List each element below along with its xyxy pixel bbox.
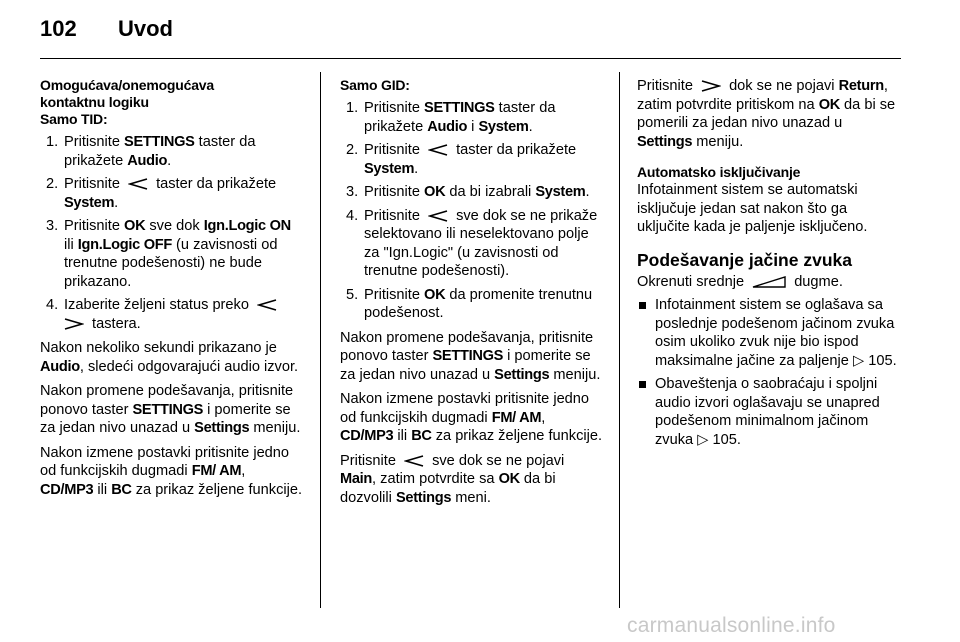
arrow-right-icon [64,318,84,330]
column-1 [40,77,302,499]
paragraph: Nakon izmene postavki pritisnite jedno od funkcijskih dugmadi FM/ AM, CD/MP3 ili BC za prikaz željene funkcije. [340,391,603,444]
column-2 [340,77,602,507]
paragraph: Nakon promene podešavanja, pritisnite ponovo taster SETTINGS i pomerite se za jedan nivo unazad u Settings meniju. [40,383,301,436]
column-divider-right [619,72,620,608]
volume-bullets-list [637,296,899,449]
page-number: 102 [40,16,77,41]
column-divider-left [320,72,321,608]
watermark: carmanualsonline.info [627,614,836,637]
volume-knob-icon [752,276,786,288]
column-3 [637,77,899,449]
list-item: 1. Pritisnite SETTINGS taster da prikažete Audio. [46,134,256,169]
bullet-square-icon [639,302,646,309]
section-title-volume: Podešavanje jačine zvuka [637,249,852,270]
section-heading-ignition-logic: Omogućava/onemogućava kontaktnu logiku [40,77,214,110]
paragraph: Nakon nekoliko sekundi prikazano je Audio, sledeći odgovarajući audio izvor. [40,340,299,375]
page-reference[interactable]: 105 [712,431,737,448]
tid-steps-list [40,133,302,333]
paragraph: Okrenuti srednje dugme. [637,273,843,290]
page-title: Uvod [118,16,173,41]
paragraph: Nakon promene podešavanja, pritisnite ponovo taster SETTINGS i pomerite se za jedan nivo unazad u Settings meniju. [340,329,601,383]
gid-steps-list [340,99,602,323]
list-item: 5. Pritisnite OK da promenite trenutnu podešenost. [346,286,593,321]
header-rule [40,58,901,59]
page-reference[interactable]: 105 [868,352,893,369]
paragraph: Nakon izmene postavki pritisnite jedno od funkcijskih dugmadi FM/ AM, CD/MP3 ili BC za prikaz željene funkcije. [40,444,303,498]
arrow-left-icon [428,210,448,222]
arrow-left-icon [428,144,448,156]
arrow-left-icon [128,178,148,190]
paragraph: Pritisnite sve dok se ne pojavi Main, zatim potvrdite sa OK da bi dozvolili Settings meni. [340,452,565,506]
subheading-gid: Samo GID: [340,77,410,93]
list-item: 3. Pritisnite OK da bi izabrali System. [346,184,590,200]
page-reference-arrow-icon: ▷ [852,352,869,369]
list-item: Infotainment sistem se oglašava sa poslednje podešenom jačinom zvuka osim ukoliko zvuk nije bio ispod maksimalne jačine za paljenje ▷ 105. [637,296,899,370]
list-item: Obaveštenja o saobraćaju i spoljni audio izvori oglašavaju se unapred podešenom minimalnom jačinom zvuka ▷ 105. [637,375,899,449]
paragraph: Infotainment sistem se automatski isključuje jedan sat nakon što ga uključite kada je paljenje isključeno. [637,182,868,235]
subheading-auto-off: Automatsko isključivanje [637,164,801,180]
list-item: 2. Pritisnite taster da prikažete System. [346,142,577,177]
list-item: 1. Pritisnite SETTINGS taster da prikažete Audio i System. [346,100,556,135]
arrow-left-icon [257,299,277,311]
page-header [40,16,173,42]
list-item: 4. Izaberite željeni status preko tastera. [40,296,302,333]
list-item: 2. Pritisnite taster da prikažete System. [46,176,277,211]
arrow-left-icon [404,455,424,467]
list-item: 4. Pritisnite sve dok se ne prikaže selektovano ili neselektovano polje za "Ign.Logic" (u zavisnosti od trenutne podešenosti). [346,207,598,279]
list-item: 3. Pritisnite OK sve dok Ign.Logic ON ili Ign.Logic OFF (u zavisnosti od trenutne podešenosti) ne bude prikazano. [46,218,291,290]
arrow-right-icon [701,80,721,92]
bullet-square-icon [639,381,646,388]
subheading-tid: Samo TID: [40,111,108,127]
paragraph: Pritisnite dok se ne pojavi Return, zatim potvrdite pritiskom na OK da bi se pomerili za jedan nivo unazad u Settings meniju. [637,78,896,150]
page-reference-arrow-icon: ▷ [697,431,713,448]
